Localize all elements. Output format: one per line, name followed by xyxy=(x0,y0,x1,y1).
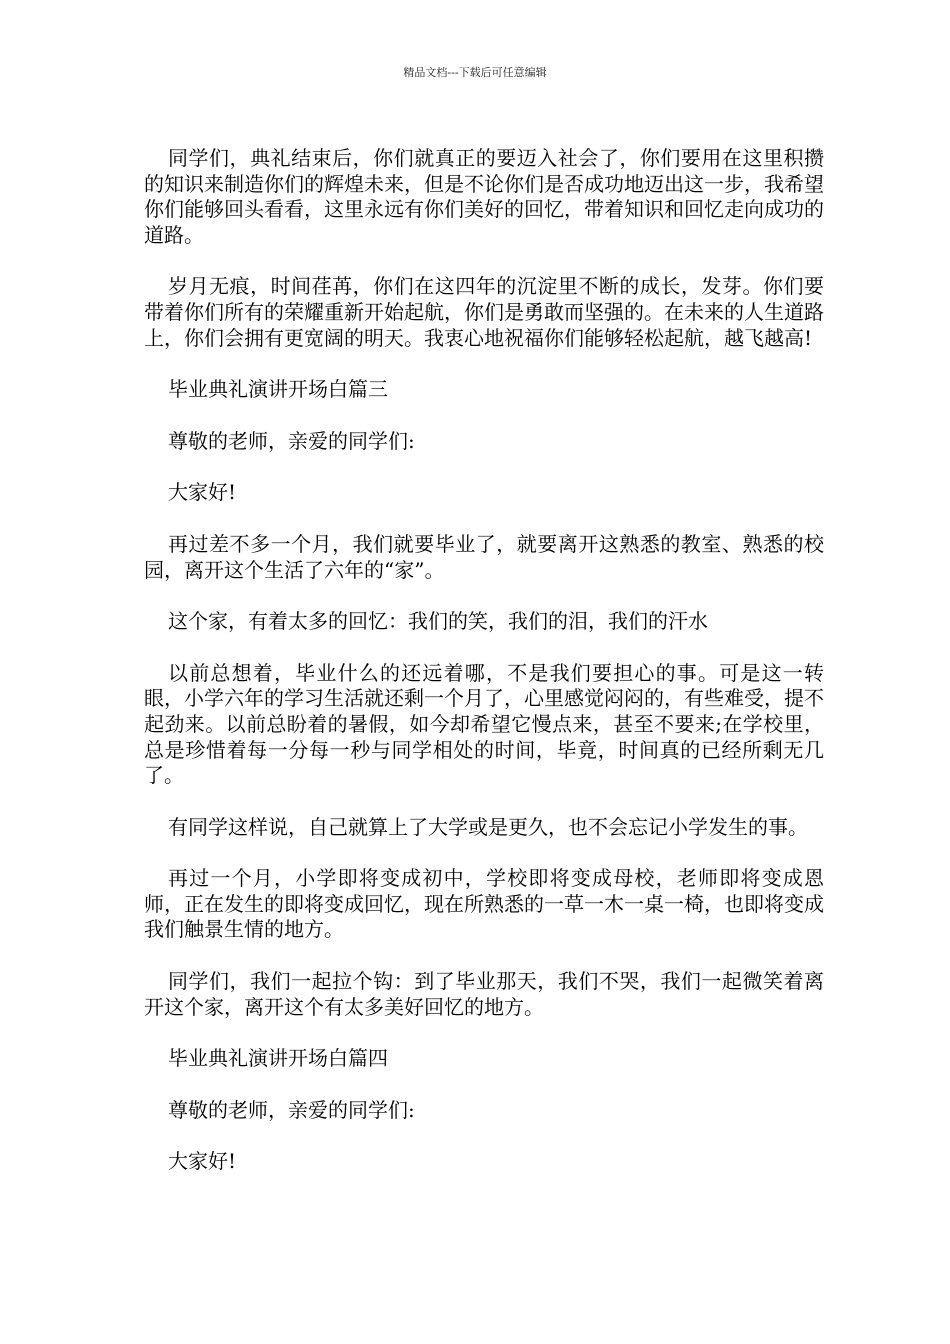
paragraph: 再过一个月，小学即将变成初中，学校即将变成母校，老师即将变成恩师，正在发生的即将变成回忆，现在所熟悉的一草一木一桌一椅，也即将变成我们触景生情的地方。 xyxy=(144,866,824,942)
paragraph: 同学们，典礼结束后，你们就真正的要迈入社会了，你们要用在这里积攒的知识来制造你们的辉煌未来，但是不论你们是否成功地迈出这一步，我希望你们能够回头看看，这里永远有你们美好的回忆，带着知识和回忆走向成功的道路。 xyxy=(144,146,824,247)
paragraph: 岁月无痕，时间荏苒，你们在这四年的沉淀里不断的成长，发芽。你们要带着你们所有的荣耀重新开始起航，你们是勇敢而坚强的。在未来的人生道路上，你们会拥有更宽阔的明天。我衷心地祝福你们能够轻松起航，越飞越高! xyxy=(144,274,824,350)
salutation: 尊敬的老师，亲爱的同学们: xyxy=(168,1097,415,1122)
section-heading: 毕业典礼演讲开场白篇四 xyxy=(168,1046,388,1071)
greeting: 大家好! xyxy=(168,480,237,505)
paragraph: 同学们，我们一起拉个钩：到了毕业那天，我们不哭，我们一起微笑着离开这个家，离开这个有太多美好回忆的地方。 xyxy=(144,969,824,1019)
salutation: 尊敬的老师，亲爱的同学们: xyxy=(168,428,415,453)
page-header: 精品文档---下载后可任意编辑 xyxy=(403,66,547,79)
paragraph: 有同学这样说，自己就算上了大学或是更久，也不会忘记小学发生的事。 xyxy=(168,814,808,839)
section-heading: 毕业典礼演讲开场白篇三 xyxy=(168,377,388,402)
paragraph: 再过差不多一个月，我们就要毕业了，就要离开这熟悉的教室、熟悉的校园，离开这个生活了六年的“家”。 xyxy=(144,531,824,582)
paragraph: 以前总想着，毕业什么的还远着哪，不是我们要担心的事。可是这一转眼，小学六年的学习生活就还剩一个月了，心里感觉闷闷的，有些难受，提不起劲来。以前总盼着的暑假，如今却希望它慢点来，甚至不要来;在学校里，总是珍惜着每一分每一秒与同学相处的时间，毕竟，时间真的已经所剩无几了。 xyxy=(144,660,824,788)
document-body xyxy=(144,146,824,1201)
greeting: 大家好! xyxy=(168,1149,237,1174)
paragraph: 这个家，有着太多的回忆：我们的笑，我们的泪，我们的汗水 xyxy=(168,609,708,634)
